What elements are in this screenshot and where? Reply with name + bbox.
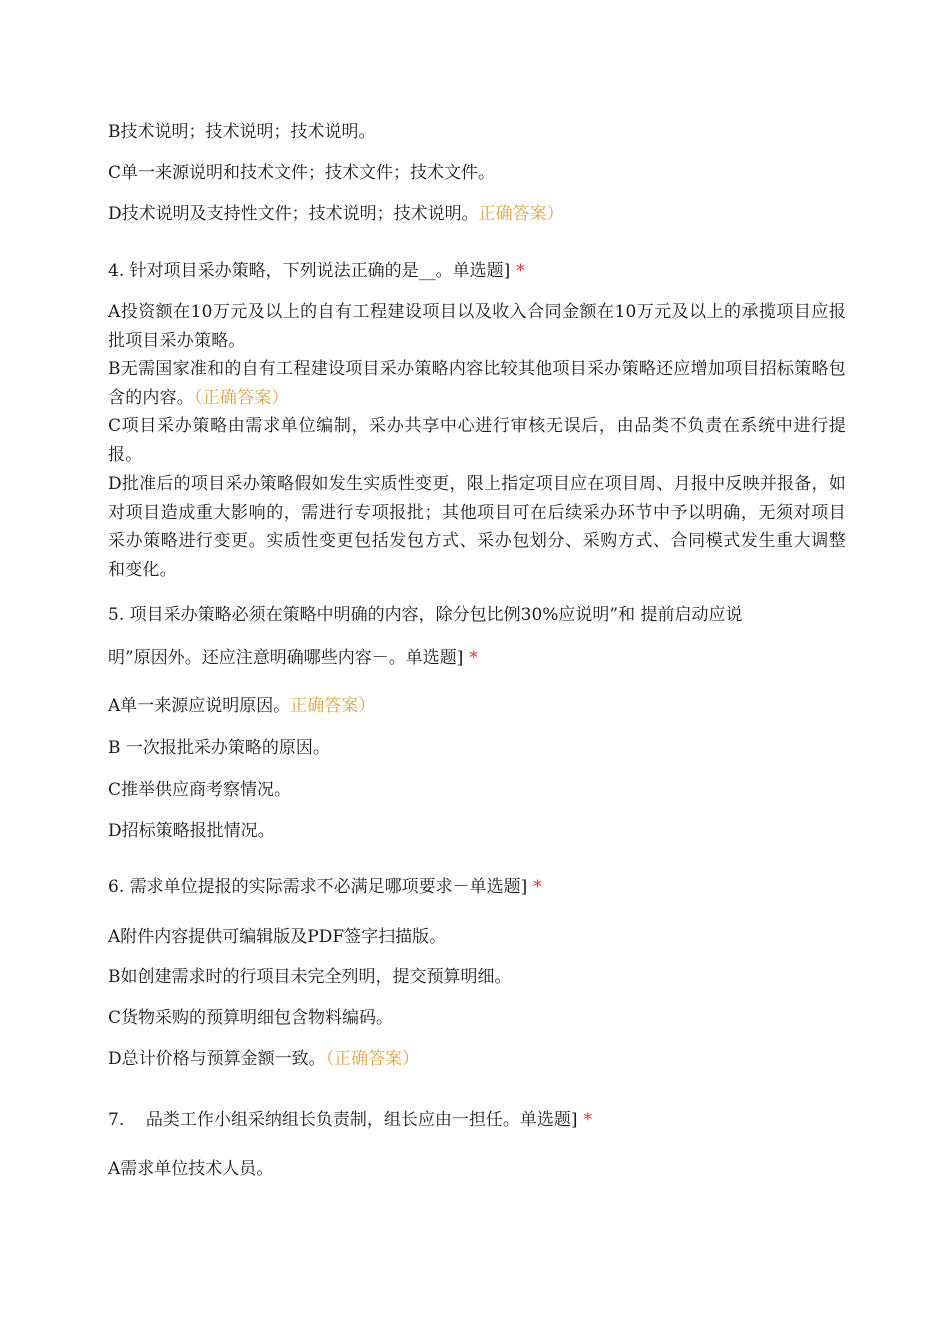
q4-option-a: A投资额在10万元及以上的自有工程建设项目以及收入合同金额在10万元及以上的承揽项目应报批项目采办策略。 xyxy=(108,302,846,351)
q3-option-b: B技术说明；技术说明；技术说明。 xyxy=(108,122,376,142)
q3-option-c: C单一来源说明和技术文件；技术文件；技术文件。 xyxy=(108,163,496,183)
q6-question: 6. 需求单位提报的实际需求不必满足哪项要求－单选题] * xyxy=(108,877,542,897)
correct-answer-mark: （正确答案） xyxy=(194,387,289,408)
q6-option-d: D总计价格与预算金额一致。（正确答案） xyxy=(108,1049,420,1069)
correct-answer-mark: 正确答案） xyxy=(478,204,564,224)
q7-question: 7. 品类工作小组采纳组长负责制，组长应由一担任。单选题] * xyxy=(108,1110,592,1130)
q5-question-line1: 5. 项目采办策略必须在策略中明确的内容，除分包比例30%应说明”和 提前启动应说 xyxy=(108,605,743,625)
required-asterisk: * xyxy=(533,877,542,897)
q6-option-b: B如创建需求时的行项目未完全列明，提交预算明细。 xyxy=(108,967,512,987)
q3-option-d: D技术说明及支持性文件；技术说明；技术说明。正确答案） xyxy=(108,204,564,224)
q4-question: 4. 针对项目采办策略，下列说法正确的是__。单选题] * xyxy=(108,261,525,281)
q6-option-a: A附件内容提供可编辑版及PDF签字扫描版。 xyxy=(108,927,447,947)
q5-option-b: B 一次报批采办策略的原因。 xyxy=(108,738,330,758)
q5-option-d: D招标策略报批情况。 xyxy=(108,821,275,841)
required-asterisk: * xyxy=(516,261,525,281)
q4-option-c: C项目采办策略由需求单位编制，采办共享中心进行审核无误后，由品类不负责在系统中进行提报。 xyxy=(108,416,846,465)
correct-answer-mark: （正确答案） xyxy=(325,1049,420,1069)
q4-option-b: B无需国家准和的自有工程建设项目采办策略内容比较其他项目采办策略还应增加项目招标策略包含的内容。（正确答案） xyxy=(108,359,846,408)
required-asterisk: * xyxy=(583,1110,592,1130)
q5-option-c: C推举供应商考察情况。 xyxy=(108,780,292,800)
q6-option-c: C货物采购的预算明细包含物料编码。 xyxy=(108,1008,394,1028)
q5-question-line2: 明”原因外。还应注意明确哪些内容－。单选题] * xyxy=(108,648,478,668)
q5-option-a: A单一来源应说明原因。正确答案） xyxy=(108,696,376,716)
required-asterisk: * xyxy=(469,648,478,668)
q4-option-d: D批准后的项目采办策略假如发生实质性变更，限上指定项目应在项目周、月报中反映并报备，如对项目造成重大影响的，需进行专项报批；其他项目可在后续采办环节中予以明确，无须对项目采办策略进行变更。实质性变更包括发包方式、采办包划分、采购方式、合同模式发生重大调整和变化。 xyxy=(108,474,846,580)
correct-answer-mark: 正确答案） xyxy=(290,696,376,716)
q7-option-a: A需求单位技术人员。 xyxy=(108,1159,274,1179)
